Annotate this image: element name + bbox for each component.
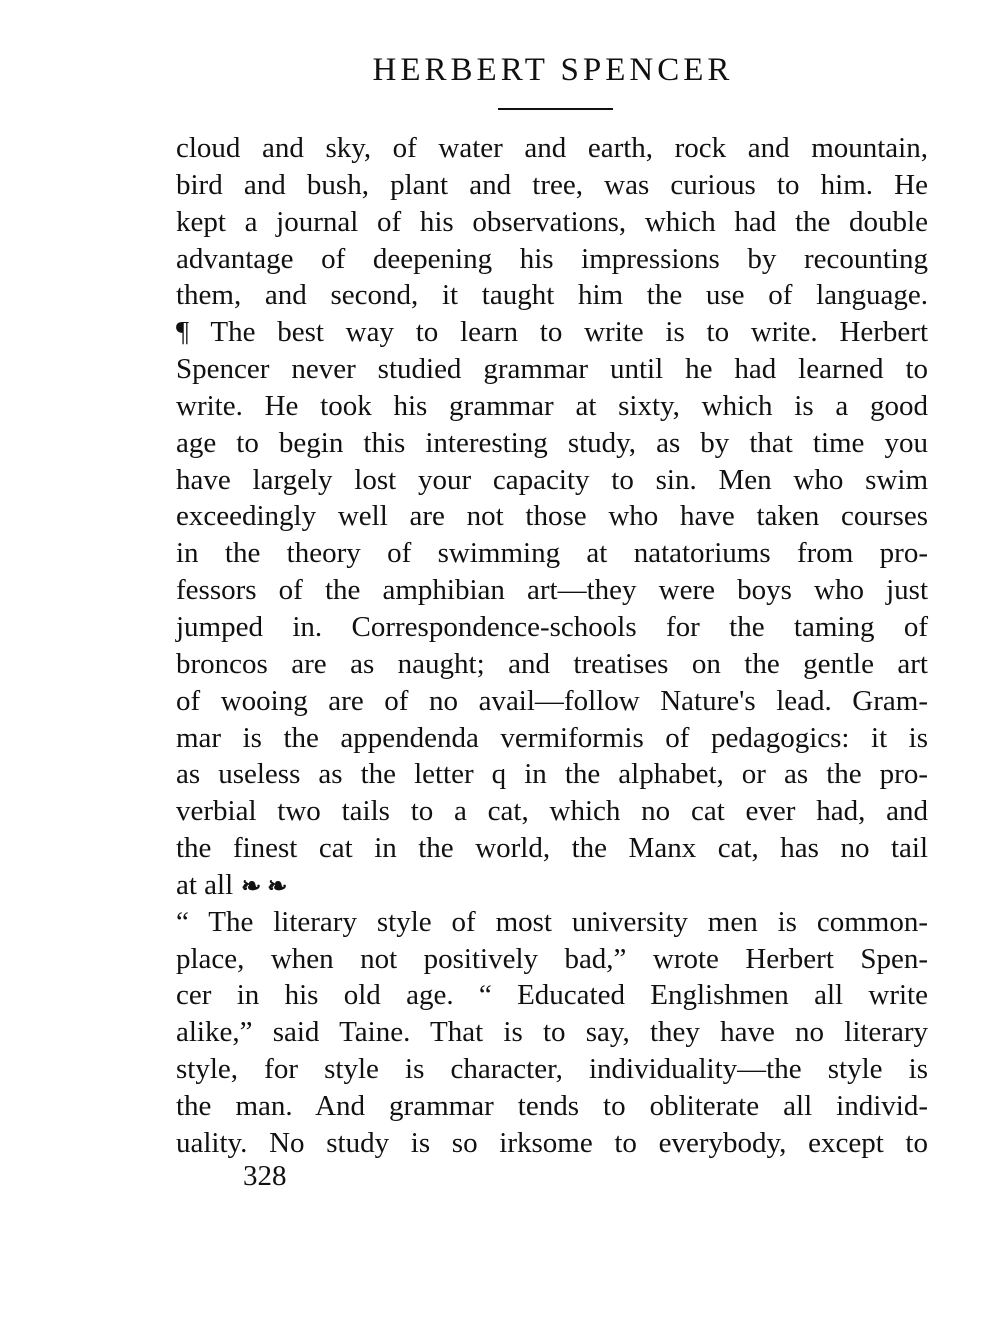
text-line: age to begin this interesting study, as by that time you [176, 426, 928, 459]
paragraph-end-line [176, 867, 928, 904]
text-line: cer in his old age. “ Educated Englishmen all write [176, 979, 928, 1012]
text-line: jumped in. Correspondence-schools for the taming of [176, 610, 928, 643]
text-line: them, and second, it taught him the use of language. [176, 279, 928, 312]
text-line: as useless as the letter q in the alphabet, or as the pro- [176, 758, 928, 791]
text-line: alike,” said Taine. That is to say, they have no literary [176, 1016, 928, 1049]
text-line: broncos are as naught; and treatises on the gentle art [176, 647, 928, 680]
text-line: write. He took his grammar at sixty, which is a good [176, 389, 928, 422]
paragraph-end-text: at all [176, 868, 234, 901]
text-line: advantage of deepening his impressions by recounting [176, 242, 928, 275]
ornament-icon: ❧ ❧ [241, 873, 288, 900]
text-line: verbial two tails to a cat, which no cat ever had, and [176, 795, 928, 828]
text-line: style, for style is character, individuality—the style is [176, 1053, 928, 1086]
text-line: kept a journal of his observations, which had the double [176, 205, 928, 238]
text-line: ¶ The best way to learn to write is to write. Herbert [176, 316, 928, 349]
header-rule [498, 108, 613, 110]
text-line: cloud and sky, of water and earth, rock and mountain, [176, 132, 928, 164]
page-number: 328 [243, 1160, 287, 1192]
text-line: of wooing are of no avail—follow Nature's lead. Gram- [176, 684, 928, 717]
text-line: mar is the appendenda vermiformis of pedagogics: it is [176, 721, 928, 754]
text-line: in the theory of swimming at natatoriums from pro- [176, 537, 928, 570]
text-line: the finest cat in the world, the Manx cat, has no tail [176, 832, 928, 865]
text-line: Spencer never studied grammar until he had learned to [176, 353, 928, 386]
running-header: HERBERT SPENCER [372, 52, 734, 88]
text-line: have largely lost your capacity to sin. Men who swim [176, 463, 928, 496]
text-line: exceedingly well are not those who have taken courses [176, 500, 928, 533]
text-line: fessors of the amphibian art—they were boys who just [176, 574, 928, 607]
text-line: uality. No study is so irksome to everybody, except to [176, 1126, 928, 1159]
text-line: “ The literary style of most university men is common- [176, 905, 928, 938]
text-line: bird and bush, plant and tree, was curious to him. He [176, 168, 928, 201]
text-line: place, when not positively bad,” wrote Herbert Spen- [176, 942, 928, 975]
text-line: the man. And grammar tends to obliterate all individ- [176, 1089, 928, 1122]
body-text [176, 130, 928, 1162]
